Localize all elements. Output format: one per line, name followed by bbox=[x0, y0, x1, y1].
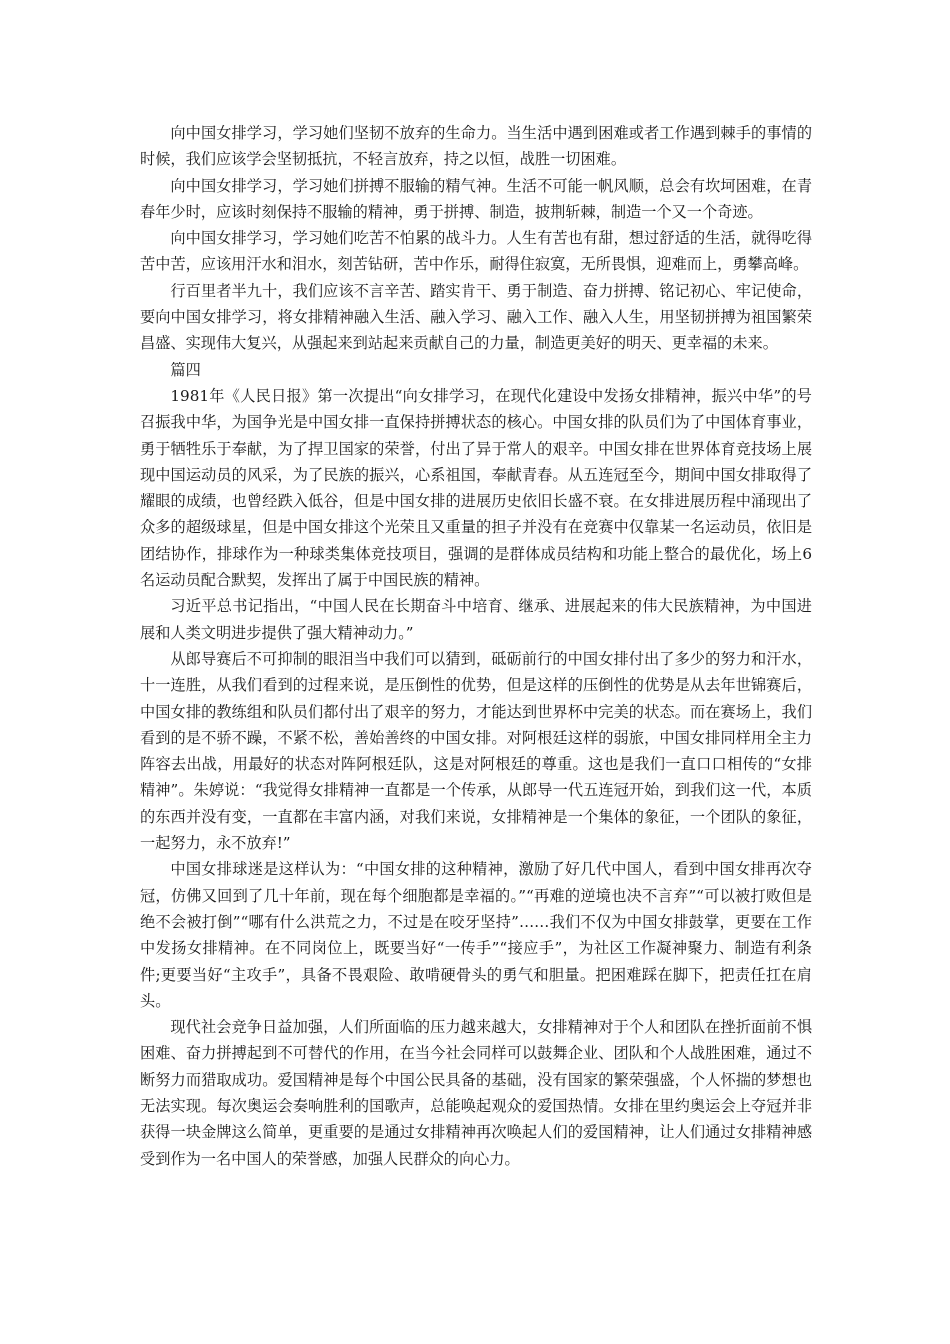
paragraph-conclusion: 行百里者半九十，我们应该不言辛苦、踏实肯干、勇于制造、奋力拼搏、铭记初心、牢记使命，要向中国女排学习，将女排精神融入生活、融入学习、融入工作、融入人生，用坚韧拼搏为祖国繁荣昌盛、实现伟大复兴，从强起来到站起来贡献自己的力量，制造更美好的明天、更幸福的未来。 bbox=[140, 281, 812, 353]
paragraph-learn-fighting-spirit: 向中国女排学习，学习她们拼搏不服输的精气神。生活不可能一帆风顺，总会有坎坷困难，在青春年少时，应该时刻保持不服输的精神，勇于拼搏、制造，披荆斩棘，制造一个又一个奇迹。 bbox=[140, 176, 812, 221]
paragraph-fans-view: 中国女排球迷是这样认为：“中国女排的这种精神，激励了好几代中国人，看到中国女排再次夺冠，仿佛又回到了几十年前，现在每个细胞都是幸福的。”“再难的逆境也决不言弃”“可以被打败但是绝不会被打倒”“哪有什么洪荒之力，不过是在咬牙坚持”……我们不仅为中国女排鼓掌，更要在工作中发扬女排精神。在不同岗位上，既要当好“一传手”“接应手”，为社区工作凝神聚力、制造有利条件;更要当好“主攻手”，具备不畏艰险、敢啃硬骨头的勇气和胆量。把困难踩在脚下，把责任扛在肩头。 bbox=[140, 860, 812, 1010]
paragraph-lang-coach: 从郎导赛后不可抑制的眼泪当中我们可以猜到，砥砺前行的中国女排付出了多少的努力和汗水，十一连胜，从我们看到的过程来说，是压倒性的优势，但是这样的压倒性的优势是从去年世锦赛后，中国女排的教练组和队员们都付出了艰辛的努力，才能达到世界杯中完美的状态。而在赛场上，我们看到的是不骄不躁，不紧不松，善始善终的中国女排。对阿根廷这样的弱旅，中国女排同样用全主力阵容去出战，用最好的状态对阵阿根廷队，这是对阿根廷的尊重。这也是我们一直口口相传的“女排精神”。朱婷说：“我觉得女排精神一直都是一个传承，从郎导一代五连冠开始，到我们这一代，本质的东西并没有变，一直都在丰富内涵，对我们来说，女排精神是一个集体的象征，一个团队的象征，一起努力，永不放弃!” bbox=[140, 649, 812, 853]
paragraph-learn-tenacity: 向中国女排学习，学习她们坚韧不放弃的生命力。当生活中遇到困难或者工作遇到棘手的事情的时候，我们应该学会坚韧抵抗，不轻言放弃，持之以恒，战胜一切困难。 bbox=[140, 124, 812, 169]
paragraph-learn-hardship: 向中国女排学习，学习她们吃苦不怕累的战斗力。人生有苦也有甜，想过舒适的生活，就得吃得苦中苦，应该用汗水和泪水，刻苦钻研，苦中作乐，耐得住寂寞，无所畏惧，迎难而上，勇攀高峰。 bbox=[140, 229, 812, 274]
section-heading-part-four: 篇四 bbox=[170, 360, 201, 379]
paragraph-1981-history: 1981年《人民日报》第一次提出“向女排学习，在现代化建设中发扬女排精神，振兴中华”的号召振我中华，为国争光是中国女排一直保持拼搏状态的核心。中国女排的队员们为了中国体育事业，勇于牺牲乐于奉献，为了捍卫国家的荣誉，付出了异于常人的艰辛。中国女排在世界体育竞技场上展现中国运动员的风采，为了民族的振兴，心系祖国，奉献青春。从五连冠至今，期间中国女排取得了耀眼的成绩，也曾经跌入低谷，但是中国女排的进展历史依旧长盛不衰。在女排进展历程中涌现出了众多的超级球星，但是中国女排这个光荣且又重量的担子并没有在竞赛中仅靠某一名运动员，依旧是团结协作，排球作为一种球类集体竞技项目，强调的是群体成员结构和功能上整合的最优化，场上6名运动员配合默契，发挥出了属于中国民族的精神。 bbox=[140, 386, 812, 590]
paragraph-modern-society: 现代社会竞争日益加强，人们所面临的压力越来越大，女排精神对于个人和团队在挫折面前不惧困难、奋力拼搏起到不可替代的作用，在当今社会同样可以鼓舞企业、团队和个人战胜困难，通过不断努力而猎取成功。爱国精神是每个中国公民具备的基础，没有国家的繁荣强盛，个人怀揣的梦想也无法实现。每次奥运会奏响胜利的国歌声，总能唤起观众的爱国热情。女排在里约奥运会上夺冠并非获得一块金牌这么简单，更重要的是通过女排精神再次唤起人们的爱国精神，让人们通过女排精神感受到作为一名中国人的荣誉感，加强人民群众的向心力。 bbox=[140, 1018, 812, 1168]
document-page bbox=[140, 120, 812, 1172]
paragraph-xi-quote: 习近平总书记指出，“中国人民在长期奋斗中培育、继承、进展起来的伟大民族精神，为中国进展和人类文明进步提供了强大精神动力。” bbox=[140, 597, 812, 642]
